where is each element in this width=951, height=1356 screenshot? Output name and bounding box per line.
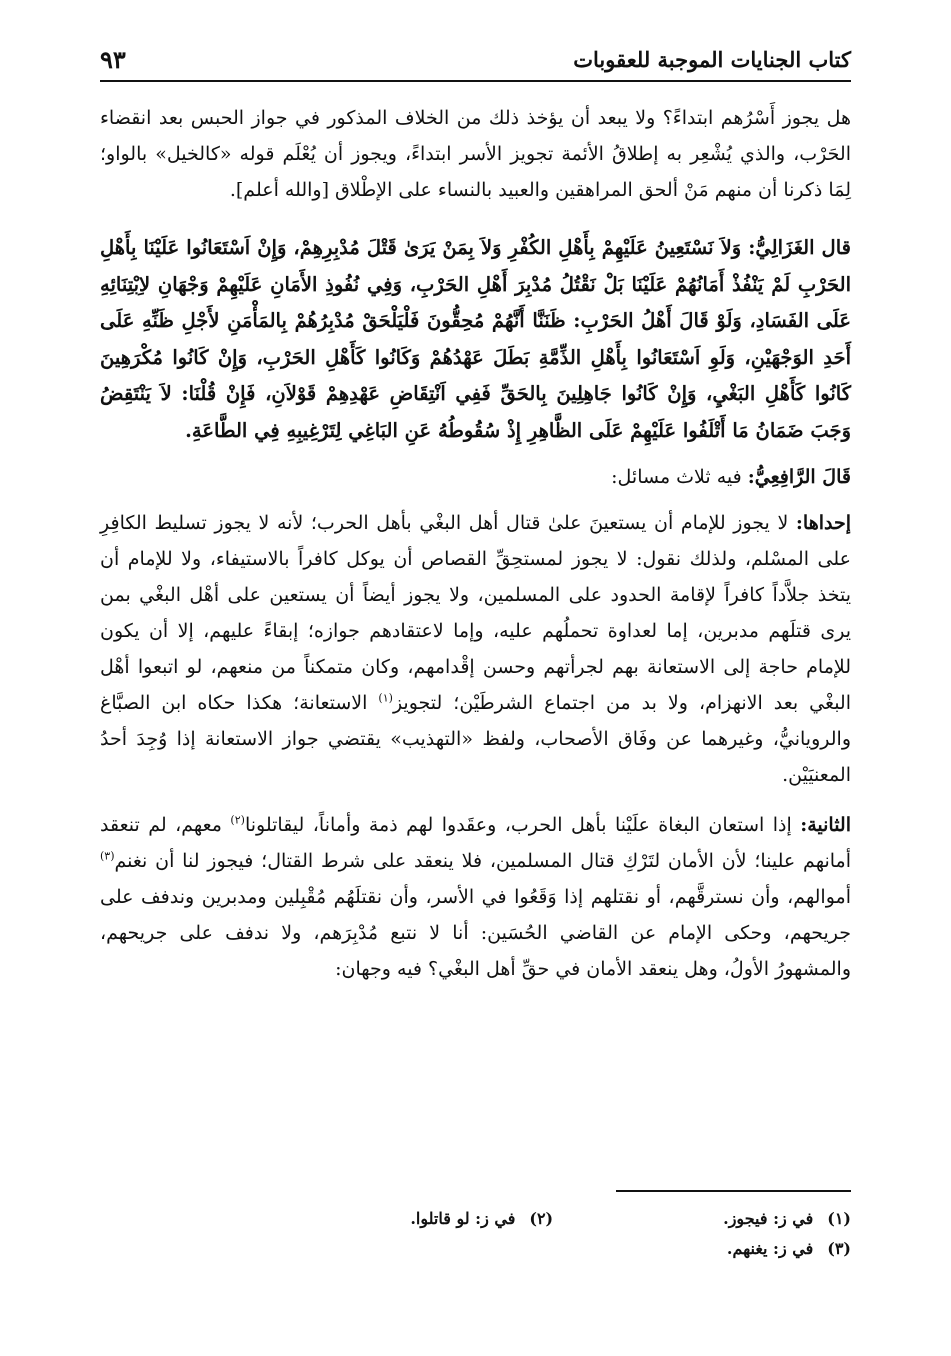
footnote-3 bbox=[727, 1234, 851, 1264]
footnote-row-2 bbox=[100, 1234, 851, 1264]
page-body bbox=[100, 100, 851, 987]
rafii-paragraph bbox=[100, 459, 851, 495]
footnote-3-number: (٣) bbox=[827, 1239, 851, 1258]
page-header bbox=[100, 38, 851, 82]
footnote-3-text: في ز: يغنهم. bbox=[726, 1239, 814, 1258]
footnote-2-number: (٢) bbox=[529, 1209, 554, 1228]
footnote-divider bbox=[616, 1190, 851, 1192]
first-issue-text-b: الاستعانة؛ هكذا حكاه ابن الصبَّاغ والرويانيُّ، وغيرهما عن وفَاق الأصحاب، ولفظ «التهذيب» يقتضي جواز الاستعانة إذا وُجِدَ أحدُ المعنيَيْن. bbox=[100, 692, 851, 786]
footnote-ref-2: (٢) bbox=[230, 813, 245, 827]
second-issue-paragraph bbox=[100, 807, 851, 987]
footnote-2-text: في ز: لو قاتلوا. bbox=[410, 1209, 516, 1228]
second-issue-lead: الثانية: bbox=[800, 814, 851, 836]
second-issue-text-c: أموالهم، وأن نسترقَّهم، أو نقتلهم إذا وَقَعُوا في الأسر، وأن نقتلَهُم مُقْبِلين ومدبرين وندفف على جريحهم، وحكى الإمام عن القاضي الحُسَين: أنا لا نتبع مُدْبِرَهم، ولا ندفف على جريحهم، والمشهورُ الأولُ، وهل ينعقد الأمان في حقِّ أهل البغْي؟ فيه وجهان: bbox=[100, 886, 851, 980]
footnote-1-text: في ز: فيجوز. bbox=[723, 1209, 814, 1228]
footnotes bbox=[100, 1190, 851, 1264]
footnote-row-1 bbox=[100, 1204, 851, 1234]
footnote-2 bbox=[410, 1204, 553, 1234]
footnote-1 bbox=[723, 1204, 851, 1234]
running-title: كتاب الجنايات الموجبة للعقوبات bbox=[573, 46, 851, 72]
footnote-ref-1: (١) bbox=[378, 691, 393, 705]
intro-paragraph: هل يجوز أَسْرُهم ابتداءً؟ ولا يبعد أن يؤخذ ذلك من الخلاف المذكور في جواز الحبس بعد انقضاء الحَرْب، والذي يُشْعِر به إطلاقُ الأئمة تجويز الأسر ابتداءً، ويجوز أن يُعْلَم قوله «كالخيل» بالواو؛ لِمَا ذكرنا أن منهم مَنْ ألحق المراهقين والعبيد بالنساء على الإطْلاق [والله أعلم]. bbox=[100, 107, 851, 201]
footnote-ref-3: (٣) bbox=[100, 849, 115, 863]
second-issue-text-b: معهم، لم تنعقد أمانهم علينا؛ لأن الأمان لتَرْكِ قتال المسلمين، فلا ينعقد على شرط القتال؛ فيجوز لنا أن نغنم bbox=[100, 814, 851, 872]
rafii-lead: قَالَ الرَّافِعِيُّ: bbox=[747, 466, 851, 488]
second-issue-text-a: إذا استعان البغاة علَيْنا بأهل الحرب، وعقَدوا لهم ذمة وأماناً، ليقاتلونا bbox=[244, 814, 801, 836]
first-issue-paragraph bbox=[100, 505, 851, 793]
first-issue-lead: إحداها: bbox=[795, 512, 851, 534]
page-number: ٩٣ bbox=[100, 44, 126, 74]
first-issue-text-a: لا يجوز للإمام أن يستعينَ علىٰ قتال أهل البغْي بأهل الحرب؛ لأنه لا يجوز تسليط الكافِرِ على المسْلم، ولذلك نقول: لا يجوز لمستحِقِّ القصاص أن يوكل كافراً بالاستيفاء، ولا للإمام أن يتخذ جلاَّداً كافراً لإقامة الحدود على المسلمين، ولا يجوز أيضاً أن يستعين على أهْل البغْي بمن يرى قتلَهم مدبرين، إما لعداوة تحملُهم عليه، وإما لاعتقادهم جوازه؛ إبقاءً عليهم، إلا أن يكون للإمام حاجة إلى الاستعانة بهم لجرأتهم وحسن إقْدامهم، وكان متمكناً من منعهم، لو اتبعوا أهْل البغْي بعد الانهزام، ولا بد من اجتماع الشرطَيْن؛ لتجويز bbox=[100, 512, 851, 714]
footnote-1-number: (١) bbox=[827, 1209, 851, 1228]
rafii-text: فيه ثلاث مسائل: bbox=[611, 466, 748, 488]
ghazali-quote-paragraph: قال الغَزَالِيُّ: وَلاَ نَسْتَعِينُ عَلَيْهِمْ بِأَهْلِ الكُفْرِ وَلاَ بِمَنْ يَرَىٰ قَتْلَ مُدْبِرِهِمْ، وَإِنْ اَسْتَعَانُوا عَلَيْنَا بِأَهْلِ الحَرْبِ لَمْ يَنْفُذْ أَمَانُهُمْ عَلَيْنَا بَلْ نَقْتُلُ مُدْبِرَ أَهْلِ الحَرْبِ، وَفِي نُفُوذِ الأَمَانِ عَلَيْهِمْ وَجْهَانِ لاِبْتِنَائِهِ عَلَى الفَسَادِ، وَلَوْ قَالَ أَهْلُ الحَرْبِ: ظَنَنَّا أَنَّهُمْ مُحِقُّونَ فَلْيَلْحَقْ مُدْبِرُهُمْ بِالمَأْمَنِ لأَجْلِ ظَنِّهِ عَلَى أَحَدِ الوَجْهَيْنِ، وَلَوِ اَسْتَعَانُوا بِأَهْلِ الذِّمَّةِ بَطَلَ عَهْدُهُمْ وَكَانُوا كَأَهْلِ الحَرْبِ، وَإِنْ كَانُوا مُكْرَهِينَ كَانُوا كَأَهْلِ البَغْيِ، وَإِنْ كَانُوا جَاهِلِينَ بِالحَقِّ فَفِي اَنْتِقَاضِ عَهْدِهِمْ قَوْلاَنِ، فَإِنْ قُلْنَا: لاَ يَنْتَقِضُ وَجَبَ ضَمَانُ مَا أَتْلَفُوا عَلَيْهِمْ عَلَى الظَّاهِرِ إِذْ سُقُوطُهُ عَنِ البَاغِي لِتَرْغِيبِهِ فِي الطَّاعَةِ. bbox=[100, 236, 851, 442]
